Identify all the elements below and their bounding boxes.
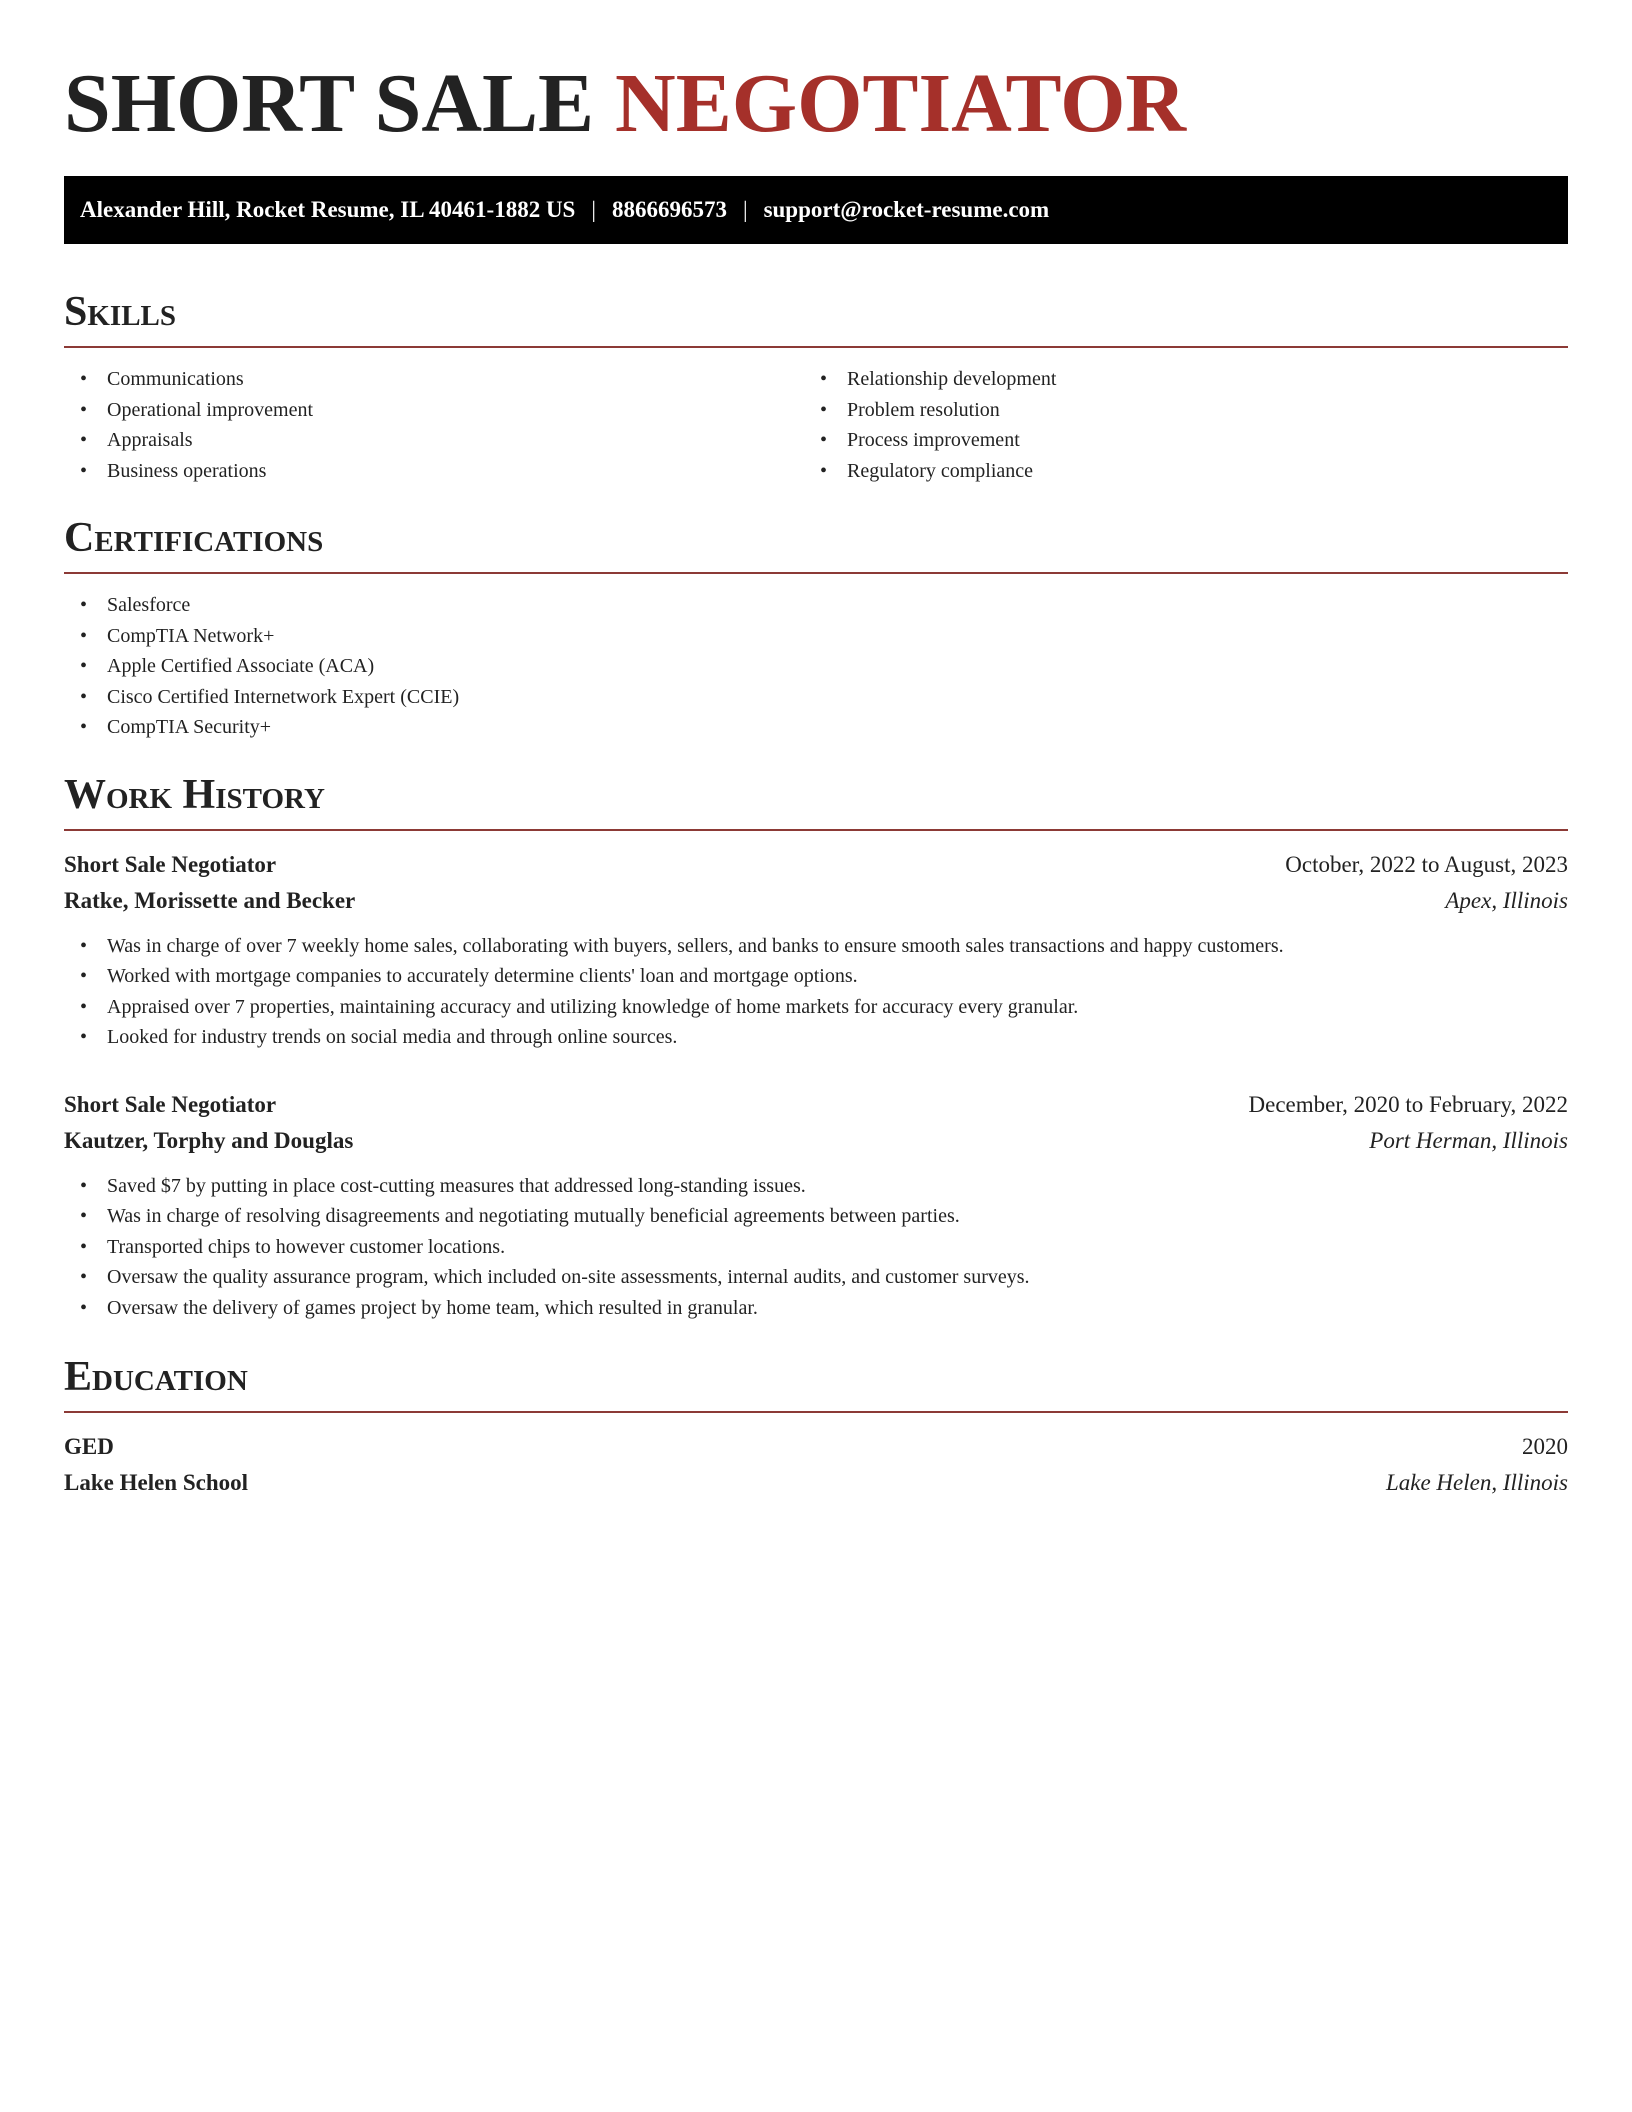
job-bullet: • Worked with mortgage companies to accurately determine clients' loan and mortgage options. bbox=[64, 961, 1568, 992]
job-header-row bbox=[64, 1087, 1568, 1123]
job-bullets bbox=[64, 931, 1568, 1053]
job-company-row bbox=[64, 1123, 1568, 1159]
section-divider bbox=[64, 346, 1568, 348]
education-school: Lake Helen School bbox=[64, 1470, 249, 1495]
contact-separator: | bbox=[742, 197, 748, 222]
job-dates: October, 2022 to August, 2023 bbox=[1285, 851, 1568, 877]
job-title: Short Sale Negotiator bbox=[64, 851, 277, 877]
section-heading-work-history: Work History bbox=[64, 771, 325, 818]
section-heading-certifications: Certifications bbox=[64, 515, 324, 561]
skill-item: • Communications bbox=[64, 364, 804, 395]
resume-title bbox=[64, 0, 1568, 150]
job-bullet: • Oversaw the quality assurance program, which included on-site assessments, internal audits, and customer surveys. bbox=[64, 1262, 1568, 1293]
section-divider bbox=[64, 829, 1568, 831]
job-bullet: • Was in charge of resolving disagreements and negotiating mutually beneficial agreements between parties. bbox=[64, 1201, 1568, 1232]
education-location: Lake Helen, Illinois bbox=[1385, 1470, 1568, 1495]
contact-email: support@rocket-resume.com bbox=[763, 197, 1050, 222]
education-year: 2020 bbox=[1522, 1434, 1568, 1459]
title-part-2: NEGOTIATOR bbox=[615, 57, 1187, 150]
job-bullet: • Looked for industry trends on social media and through online sources. bbox=[64, 1022, 1568, 1053]
contact-bar bbox=[64, 176, 1568, 244]
certification-item: • Salesforce bbox=[64, 590, 1568, 621]
job-bullets bbox=[64, 1171, 1568, 1324]
section-divider bbox=[64, 1411, 1568, 1413]
education-section bbox=[64, 1353, 1568, 1501]
skills-section bbox=[64, 288, 1568, 486]
skill-item: • Relationship development bbox=[804, 364, 1544, 395]
contact-phone: 8866696573 bbox=[611, 197, 727, 222]
job-entry bbox=[64, 847, 1568, 1053]
section-divider bbox=[64, 572, 1568, 574]
education-school-row bbox=[64, 1465, 1568, 1501]
education-degree-row bbox=[64, 1429, 1568, 1465]
job-bullet: • Appraised over 7 properties, maintaining accuracy and utilizing knowledge of home markets for accuracy every granular. bbox=[64, 992, 1568, 1023]
skill-item: • Operational improvement bbox=[64, 395, 804, 426]
contact-separator: | bbox=[591, 197, 596, 222]
contact-address: Alexander Hill, Rocket Resume, IL 40461-1882 US bbox=[80, 197, 576, 222]
certifications-section bbox=[64, 514, 1568, 743]
skill-item: • Business operations bbox=[64, 456, 804, 487]
skill-item: • Regulatory compliance bbox=[804, 456, 1544, 487]
section-heading-skills: Skills bbox=[64, 289, 177, 335]
job-company: Ratke, Morissette and Becker bbox=[64, 887, 356, 913]
job-company: Kautzer, Torphy and Douglas bbox=[64, 1127, 354, 1153]
skill-item: • Process improvement bbox=[804, 425, 1544, 456]
skill-item: • Appraisals bbox=[64, 425, 804, 456]
skill-item: • Problem resolution bbox=[804, 395, 1544, 426]
job-bullet: • Was in charge of over 7 weekly home sales, collaborating with buyers, sellers, and banks to ensure smooth sales transactions and happy customers. bbox=[64, 931, 1568, 962]
job-location: Apex, Illinois bbox=[1445, 887, 1568, 913]
certification-item: • Apple Certified Associate (ACA) bbox=[64, 651, 1568, 682]
work-history-section bbox=[64, 771, 1568, 1324]
certification-item: • CompTIA Security+ bbox=[64, 712, 1568, 743]
job-dates: December, 2020 to February, 2022 bbox=[1248, 1091, 1568, 1117]
skills-list-right bbox=[804, 364, 1544, 486]
job-location: Port Herman, Illinois bbox=[1369, 1127, 1568, 1153]
certification-item: • Cisco Certified Internetwork Expert (CCIE) bbox=[64, 682, 1568, 713]
job-title: Short Sale Negotiator bbox=[64, 1091, 277, 1117]
job-bullet: • Saved $7 by putting in place cost-cutting measures that addressed long-standing issues. bbox=[64, 1171, 1568, 1202]
skills-list-left bbox=[64, 364, 804, 486]
certification-item: • CompTIA Network+ bbox=[64, 621, 1568, 652]
job-bullet: • Transported chips to however customer locations. bbox=[64, 1232, 1568, 1263]
job-bullet: • Oversaw the delivery of games project by home team, which resulted in granular. bbox=[64, 1293, 1568, 1324]
certifications-list bbox=[64, 590, 1568, 743]
education-entry bbox=[64, 1429, 1568, 1501]
job-company-row bbox=[64, 883, 1568, 919]
title-part-1: SHORT SALE bbox=[64, 57, 616, 150]
education-degree: GED bbox=[64, 1434, 114, 1459]
skills-columns bbox=[64, 364, 1568, 486]
section-heading-education: Education bbox=[64, 1354, 248, 1400]
job-header-row bbox=[64, 847, 1568, 883]
job-entry bbox=[64, 1087, 1568, 1324]
